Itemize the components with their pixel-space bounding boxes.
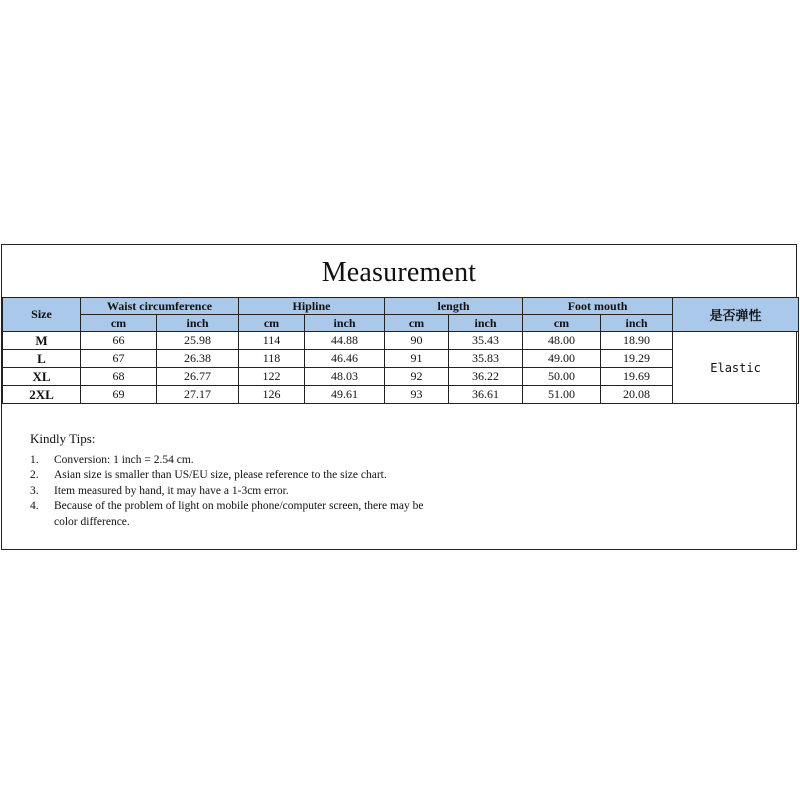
waist-header: Waist circumference <box>81 298 239 315</box>
tip-number: 4. <box>30 500 39 512</box>
foot-cm-cell: 49.00 <box>523 350 601 368</box>
hip-cm-cell: 118 <box>239 350 305 368</box>
foot-inch-cell: 19.69 <box>601 368 673 386</box>
size-header: Size <box>3 298 81 332</box>
tip-number: 1. <box>30 453 39 466</box>
hip-inch-cell: 49.61 <box>305 386 385 404</box>
foot-cm-cell: 50.00 <box>523 368 601 386</box>
size-label: L <box>3 350 81 368</box>
length-inch-cell: 36.61 <box>449 386 523 404</box>
unit-inch: inch <box>305 315 385 332</box>
waist-inch-cell: 26.77 <box>157 368 239 386</box>
tip-item <box>30 499 770 530</box>
length-cm-cell: 93 <box>385 386 449 404</box>
waist-cm-cell: 68 <box>81 368 157 386</box>
hip-inch-cell: 46.46 <box>305 350 385 368</box>
length-cm-cell: 91 <box>385 350 449 368</box>
tip-number: 3. <box>30 484 39 497</box>
hip-cm-cell: 122 <box>239 368 305 386</box>
length-inch-cell: 35.83 <box>449 350 523 368</box>
length-inch-cell: 36.22 <box>449 368 523 386</box>
chart-title: Measurement <box>321 257 477 288</box>
tip-text: Conversion: 1 inch = 2.54 cm. <box>54 453 194 466</box>
unit-inch: inch <box>157 315 239 332</box>
unit-cm: cm <box>239 315 305 332</box>
tip-text: Item measured by hand, it may have a 1-3cm error. <box>54 484 289 497</box>
size-chart <box>1 244 797 550</box>
waist-inch-cell: 27.17 <box>157 386 239 404</box>
foot-cm-cell: 51.00 <box>523 386 601 404</box>
waist-inch-cell: 26.38 <box>157 350 239 368</box>
table-row <box>3 332 799 350</box>
hip-cm-cell: 114 <box>239 332 305 350</box>
length-header: length <box>385 298 523 315</box>
tip-item <box>30 484 770 500</box>
tip-text: Because of the problem of light on mobile phone/computer screen, there may be color difference. <box>54 500 424 528</box>
hip-inch-cell: 44.88 <box>305 332 385 350</box>
length-cm-cell: 90 <box>385 332 449 350</box>
tips-title: Kindly Tips: <box>30 431 96 446</box>
size-label: 2XL <box>3 386 81 404</box>
elasticity-header: 是否弹性 <box>673 298 799 332</box>
tip-item <box>30 468 770 484</box>
elasticity-value: Elastic <box>673 332 799 404</box>
foot-inch-cell: 20.08 <box>601 386 673 404</box>
unit-inch: inch <box>449 315 523 332</box>
unit-inch: inch <box>601 315 673 332</box>
hipline-header: Hipline <box>239 298 385 315</box>
size-label: M <box>3 332 81 350</box>
waist-inch-cell: 25.98 <box>157 332 239 350</box>
tip-item <box>30 453 770 469</box>
kindly-tips <box>30 431 770 530</box>
waist-cm-cell: 69 <box>81 386 157 404</box>
unit-cm: cm <box>385 315 449 332</box>
waist-cm-cell: 67 <box>81 350 157 368</box>
hip-inch-cell: 48.03 <box>305 368 385 386</box>
measurement-table <box>2 297 799 404</box>
foot-mouth-header: Foot mouth <box>523 298 673 315</box>
unit-cm: cm <box>81 315 157 332</box>
tip-number: 2. <box>30 469 39 481</box>
waist-cm-cell: 66 <box>81 332 157 350</box>
length-inch-cell: 35.43 <box>449 332 523 350</box>
foot-inch-cell: 18.90 <box>601 332 673 350</box>
hip-cm-cell: 126 <box>239 386 305 404</box>
length-cm-cell: 92 <box>385 368 449 386</box>
unit-cm: cm <box>523 315 601 332</box>
size-label: XL <box>3 368 81 386</box>
tip-text: Asian size is smaller than US/EU size, please reference to the size chart. <box>54 469 387 481</box>
foot-inch-cell: 19.29 <box>601 350 673 368</box>
foot-cm-cell: 48.00 <box>523 332 601 350</box>
